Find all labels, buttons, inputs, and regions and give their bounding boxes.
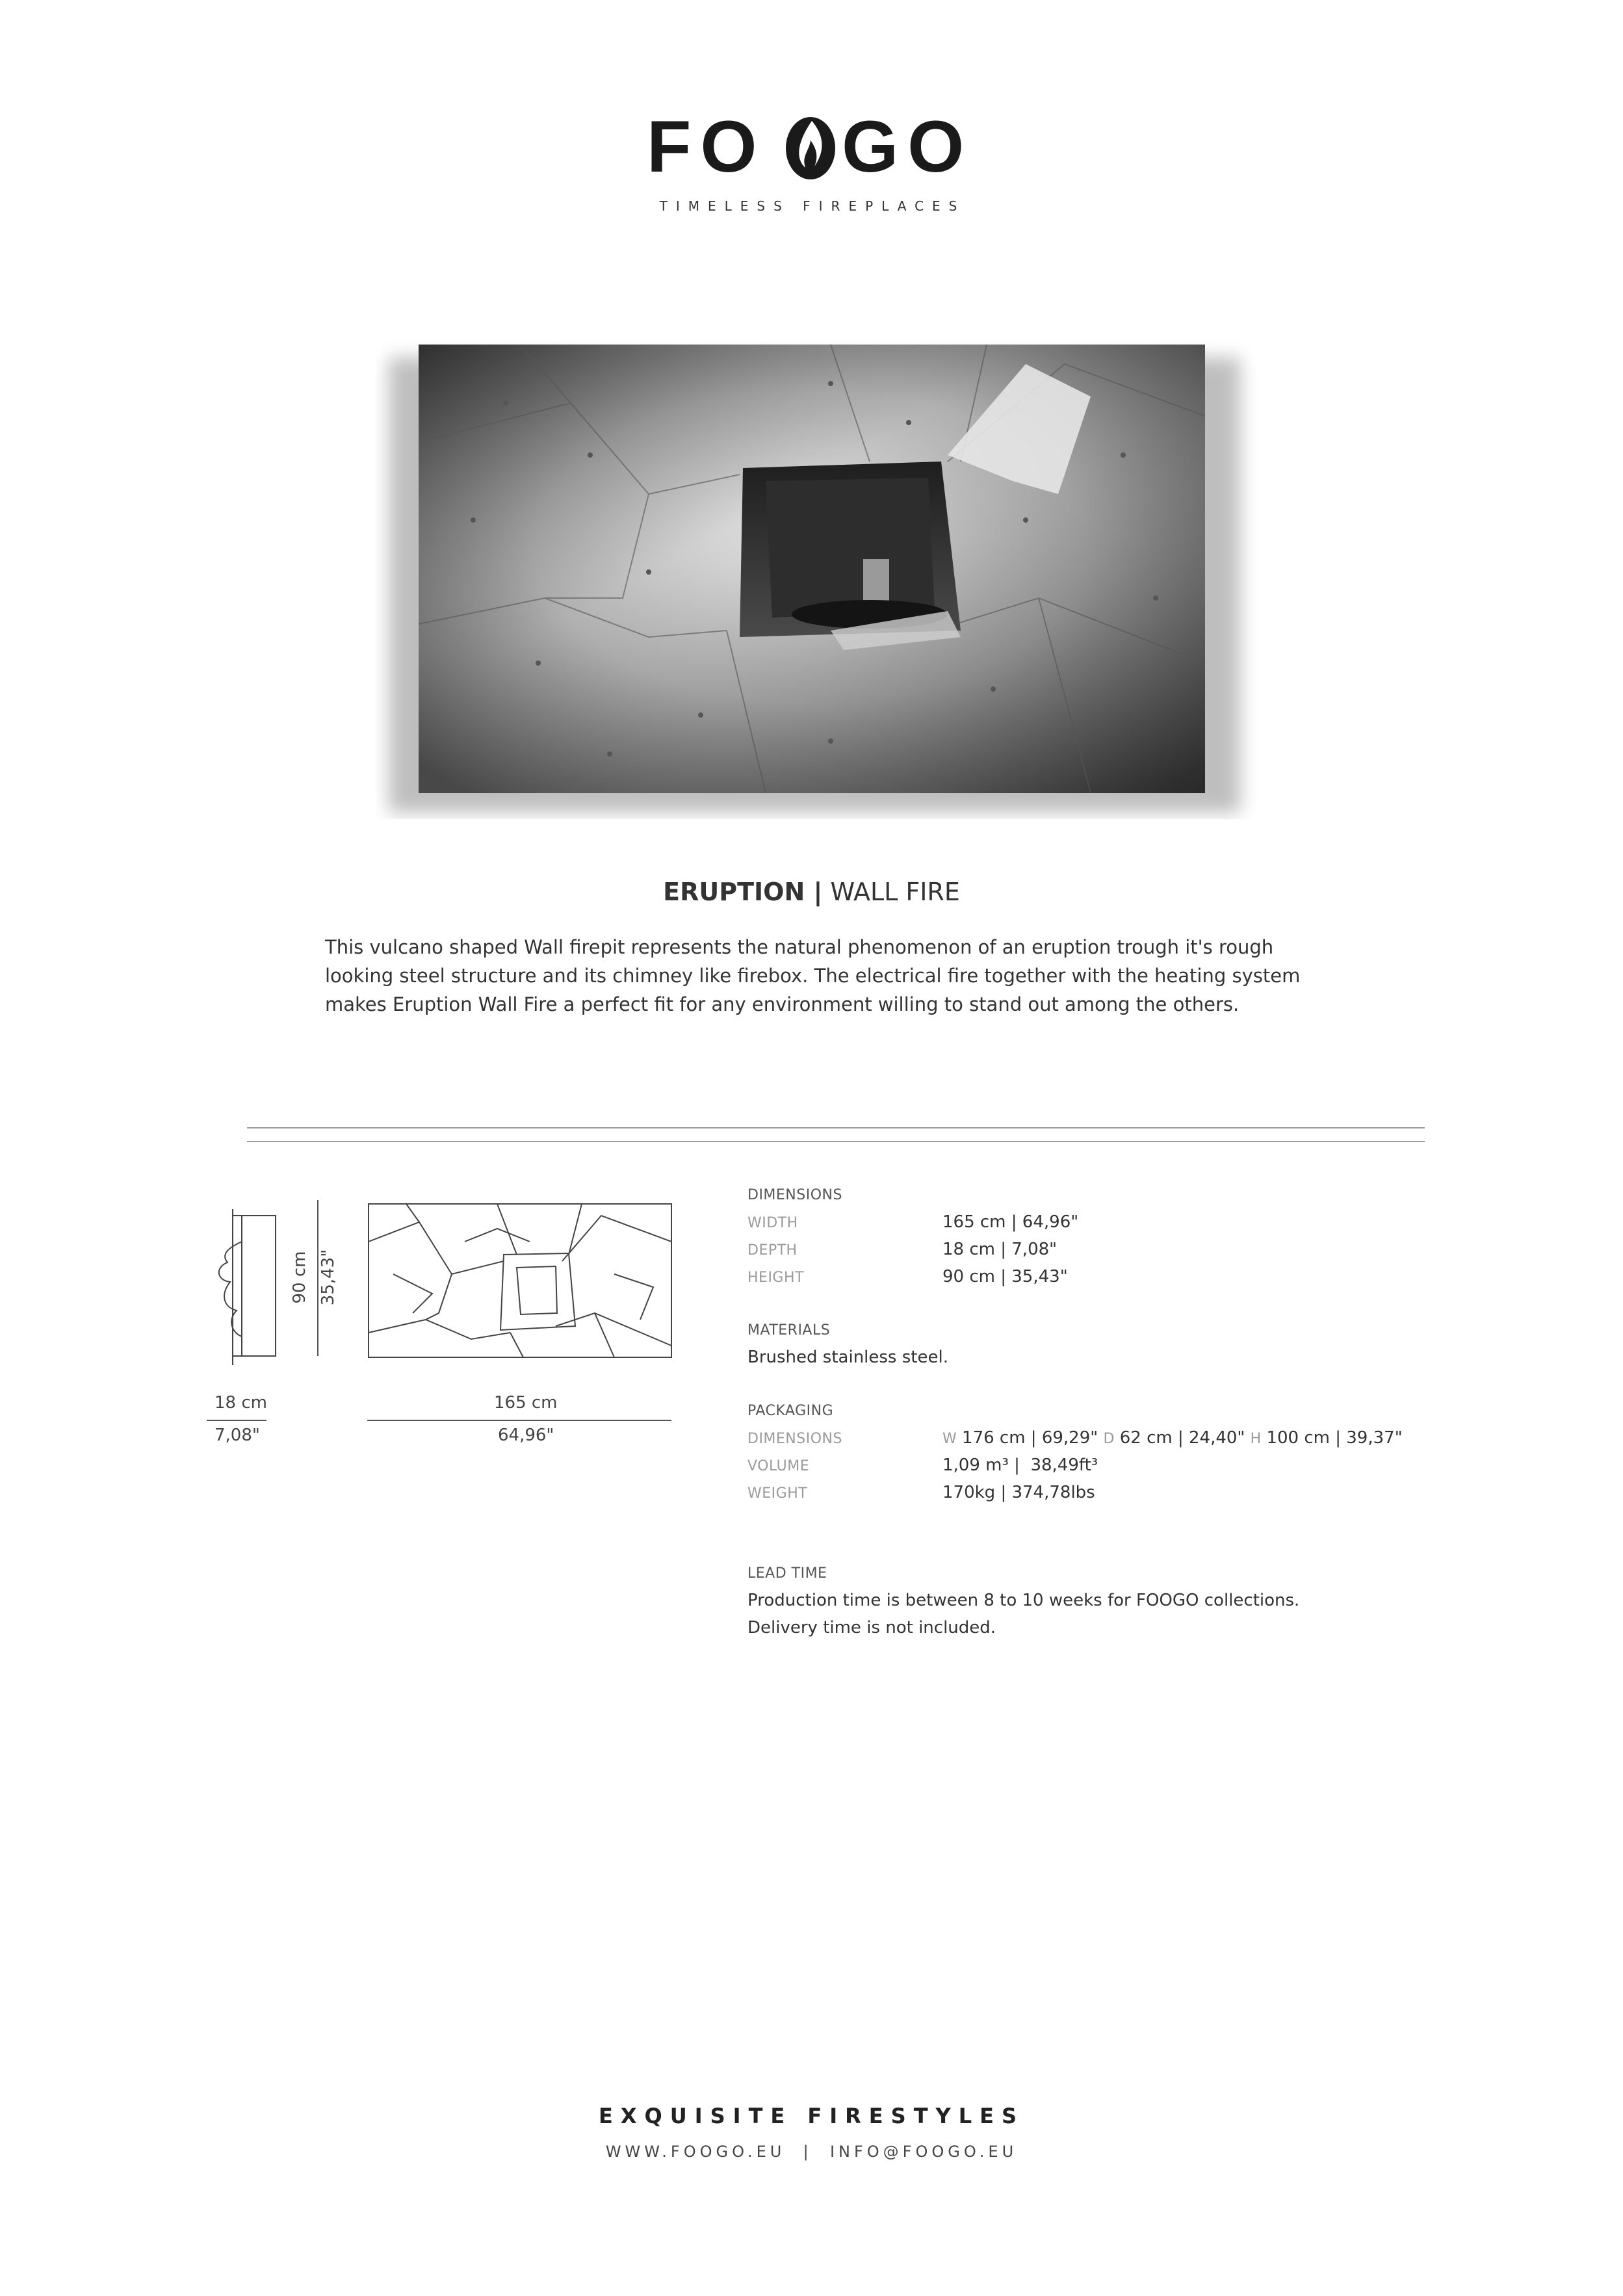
product-name: ERUPTION | (663, 878, 823, 906)
volume-value: 1,09 m³ | 38,49ft³ (942, 1455, 1098, 1475)
height-label: HEIGHT (747, 1270, 804, 1286)
divider-top (247, 1127, 1425, 1128)
materials-value: Brushed stainless steel. (747, 1348, 948, 1367)
lead-time-line2: Delivery time is not included. (747, 1618, 996, 1637)
divider-bottom (247, 1141, 1425, 1142)
front-view-drawing (367, 1203, 679, 1391)
footer-slogan: EXQUISITE FIRESTYLES (598, 2104, 1024, 2128)
pack-w-prefix: W (942, 1431, 957, 1447)
side-view-drawing (208, 1203, 292, 1378)
depth-value: 18 cm | 7,08" (942, 1240, 1058, 1259)
height-in-label: 35,43" (318, 1249, 338, 1306)
depth-label: DEPTH (747, 1242, 798, 1259)
lead-time-heading: LEAD TIME (747, 1565, 827, 1582)
side-depth-in: 7,08" (214, 1426, 260, 1445)
height-value: 90 cm | 35,43" (942, 1267, 1068, 1286)
product-description: This vulcano shaped Wall firepit represents the natural phenomenon of an eruption trough it's rough looking steel structure and its chimney like firebox. The electrical fire together with the heating system makes Eruption Wall Fire a perfect fit for any environment willing to stand out among the others. (325, 936, 1301, 1015)
front-width-line (367, 1420, 671, 1421)
packaging-heading: PACKAGING (747, 1403, 834, 1419)
pack-h-prefix: H (1250, 1431, 1262, 1447)
brand-logo (647, 104, 978, 195)
weight-value: 170kg | 374,78lbs (942, 1483, 1095, 1502)
side-depth-cm: 18 cm (214, 1393, 267, 1413)
logo-wordmark-right: GO (842, 106, 974, 187)
width-value: 165 cm | 64,96" (942, 1212, 1079, 1232)
front-width-cm: 165 cm (494, 1393, 558, 1413)
pack-d-prefix: D (1103, 1431, 1115, 1447)
dimensions-heading: DIMENSIONS (747, 1187, 842, 1203)
logo-tagline: TIMELESS FIREPLACES (659, 198, 966, 214)
front-width-in: 64,96" (498, 1426, 554, 1445)
pack-h-value: 100 cm | 39,37" (1266, 1428, 1403, 1448)
lead-time-line1: Production time is between 8 to 10 weeks for FOOGO collections. (747, 1591, 1300, 1610)
product-photo (376, 325, 1261, 819)
side-depth-line (207, 1420, 266, 1421)
height-cm-label: 90 cm (290, 1251, 309, 1304)
footer-contact[interactable]: WWW.FOOGO.EU | INFO@FOOGO.EU (605, 2143, 1018, 2161)
product-type: WALL FIRE (830, 878, 960, 906)
product-title (0, 878, 1623, 906)
pack-d-value: 62 cm | 24,40" (1119, 1428, 1245, 1448)
width-label: WIDTH (747, 1215, 798, 1231)
pack-dimensions-value (942, 1428, 1403, 1448)
pack-w-value: 176 cm | 69,29" (962, 1428, 1098, 1448)
flame-icon (786, 117, 835, 179)
logo-wordmark-left: FO (647, 106, 766, 187)
pack-dimensions-label: DIMENSIONS (747, 1431, 842, 1447)
volume-label: VOLUME (747, 1458, 810, 1474)
materials-heading: MATERIALS (747, 1322, 831, 1338)
weight-label: WEIGHT (747, 1485, 808, 1502)
